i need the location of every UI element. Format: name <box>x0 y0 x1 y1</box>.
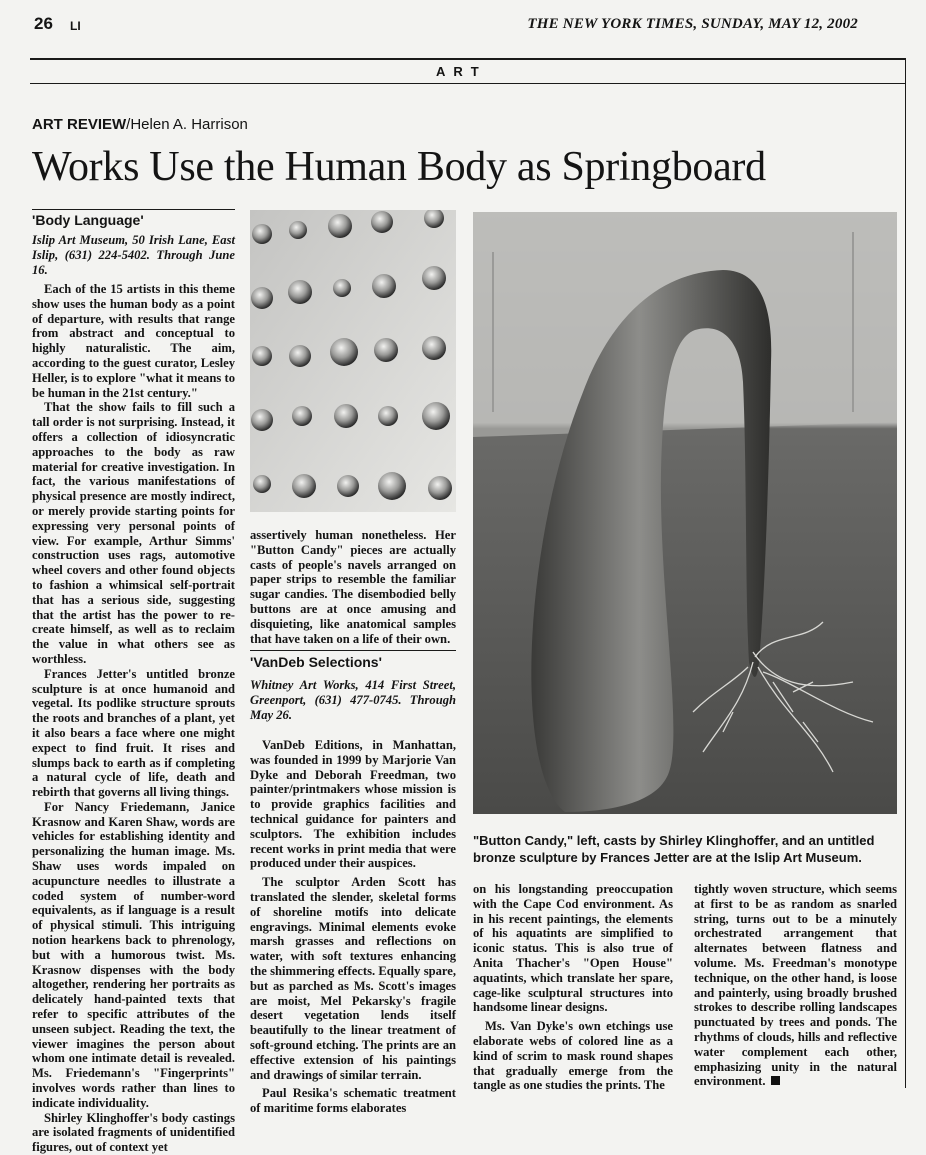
body-language-column <box>32 282 235 1155</box>
author: /Helen A. Harrison <box>126 116 248 133</box>
vandeb-column-3 <box>473 882 673 1093</box>
paragraph <box>694 882 897 1089</box>
button-candy-image <box>250 210 456 512</box>
kicker: ART REVIEW <box>32 116 127 133</box>
paragraph: Shirley Klinghoffer's body castings are isolated fragments of unidentified figures, out of context yet <box>32 1110 235 1155</box>
page-number: 26 <box>34 14 53 33</box>
vandeb-column-4 <box>694 882 897 1089</box>
col2-head-rule <box>250 650 456 651</box>
button-candy-photo <box>250 210 456 512</box>
body-language-heading: 'Body Language' <box>32 212 144 228</box>
paragraph: That the show fails to fill such a tall order is not surprising. Instead, it offers a collection of idiosyncratic approaches to the body as raw material for creative investigation. In fact, the various manifestations of physical presence are mostly indirect, or merely provide starting points for expressing very personal points of view. For example, Arthur Simms' construction uses rags, automotive wheel covers and other found objects to fashion a whimsical self-portrait that has a serious side, suggesting that the artist has the power to re-create himself, as well as to reclaim the value in what others see as worthless. <box>32 400 235 666</box>
right-border <box>905 58 906 1088</box>
bronze-sculpture-image <box>473 212 897 814</box>
byline <box>32 116 248 133</box>
paragraph: assertively human nonetheless. Her "Button Candy" pieces are actually casts of people's navels arranged on paper strips to resemble the familiar sugar candies. The disembodied belly buttons are at once amusing and disquieting, like anatomical samples that have taken on a life of their own. <box>250 528 456 646</box>
paragraph: For Nancy Friedemann, Janice Krasnow and Karen Shaw, words are vehicles for establishing identity and personalizing the human image. Ms. Shaw uses words impaled on acupuncture needles to illustrate a coded system of number-word equivalents, as if language is a result of physical stimuli. This intriguing notion hearkens back to phrenology, but with a humorous twist. Ms. Krasnow dispenses with the body altogether, rendering her portraits as delicately hand-painted texts that refer to specific attributes of the unseen subject. Reading the text, the viewer imagines the person about whom one intimate detail is revealed. Ms. Friedemann's "Fingerprints" involves words rather than lines to indicate individuality. <box>32 799 235 1110</box>
paragraph: on his longstanding preoccupation with the Cape Cod environment. As in his recent paintings, the elements of his aquatints are simplified to iconic status. This is also true of Anita Thacher's "Open House" aquatints, which translate her spare, cage-like sculptural structures into handsome linear designs. <box>473 882 673 1015</box>
body-language-venue: Islip Art Museum, 50 Irish Lane, East Islip, (631) 224-5402. Through June 16. <box>32 233 235 277</box>
paragraph: Frances Jetter's untitled bronze sculpture is at once humanoid and vegetal. Its podlike structure sprouts the roots and branches of a plant, yet it also bears a face where one might expect to find fruit. It rises and slumps back to earth as if completing a natural cycle of life, death and rebirth that governs all living things. <box>32 666 235 800</box>
paragraph: VanDeb Editions, in Manhattan, was founded in 1999 by Marjorie Van Dyke and Deborah Freedman, two painter/printmakers whose mission is to provide graphics facilities and technical guidance for painters and sculptors. The exhibition includes recent works in print media that were produced under their auspices. <box>250 738 456 871</box>
photo-caption: "Button Candy," left, casts by Shirley Klinghoffer, and an untitled bronze sculpture by Frances Jetter are at the Islip Art Museum. <box>473 833 875 865</box>
section-rule <box>30 83 906 84</box>
paragraph: Paul Resika's schematic treatment of maritime forms elaborates <box>250 1086 456 1116</box>
column-4-text: tightly woven structure, which seems at first to be as random as snarled string, turns out to be a minutely orchestrated arrangement that alternates between flatness and volume. Ms. Freedman's monotype technique, on the other hand, is loose and painterly, using broadly brushed strokes to describe rolling landscapes punctuated by trees and ponds. The rhythms of clouds, hills and reflective water complement each other, emphasizing unity in the natural environment. <box>694 882 897 1089</box>
dateline: THE NEW YORK TIMES, SUNDAY, MAY 12, 2002 <box>527 16 858 32</box>
top-rule <box>30 58 906 60</box>
vandeb-column-2 <box>250 738 456 1116</box>
end-mark-icon <box>771 1076 780 1085</box>
bronze-sculpture-photo <box>473 212 897 814</box>
col1-head-rule <box>32 209 235 210</box>
paragraph: Each of the 15 artists in this theme show uses the human body as a point of departure, with results that range from abstract and conceptual to highly naturalistic. The aim, according to the guest curator, Lesley Heller, is to explore "what it means to be human in the 21st century." <box>32 282 235 400</box>
section-label: ART <box>436 64 487 79</box>
vandeb-heading: 'VanDeb Selections' <box>250 654 382 670</box>
section-code: LI <box>70 19 81 33</box>
headline: Works Use the Human Body as Springboard <box>32 144 766 190</box>
paragraph: Ms. Van Dyke's own etchings use elaborate webs of colored line as a kind of scrim to mask round shapes that gradually emerge from the tangle as one studies the prints. The <box>473 1019 673 1093</box>
vandeb-venue: Whitney Art Works, 414 First Street, Greenport, (631) 477-0745. Through May 26. <box>250 678 456 722</box>
body-language-continuation <box>250 528 456 646</box>
paragraph: The sculptor Arden Scott has translated the slender, skeletal forms of shoreline motifs into delicate engravings. Minimal elements evoke marsh grasses and reflections on water, with soft textures enhancing the shimmering effects. Equally spare, but as parched as Ms. Scott's images are moist, Mel Pekarsky's fragile desert vegetation lends itself beautifully to the linear treatment of soft-ground etching. The prints are an effective extension of his paintings and drawings of similar terrain. <box>250 875 456 1082</box>
